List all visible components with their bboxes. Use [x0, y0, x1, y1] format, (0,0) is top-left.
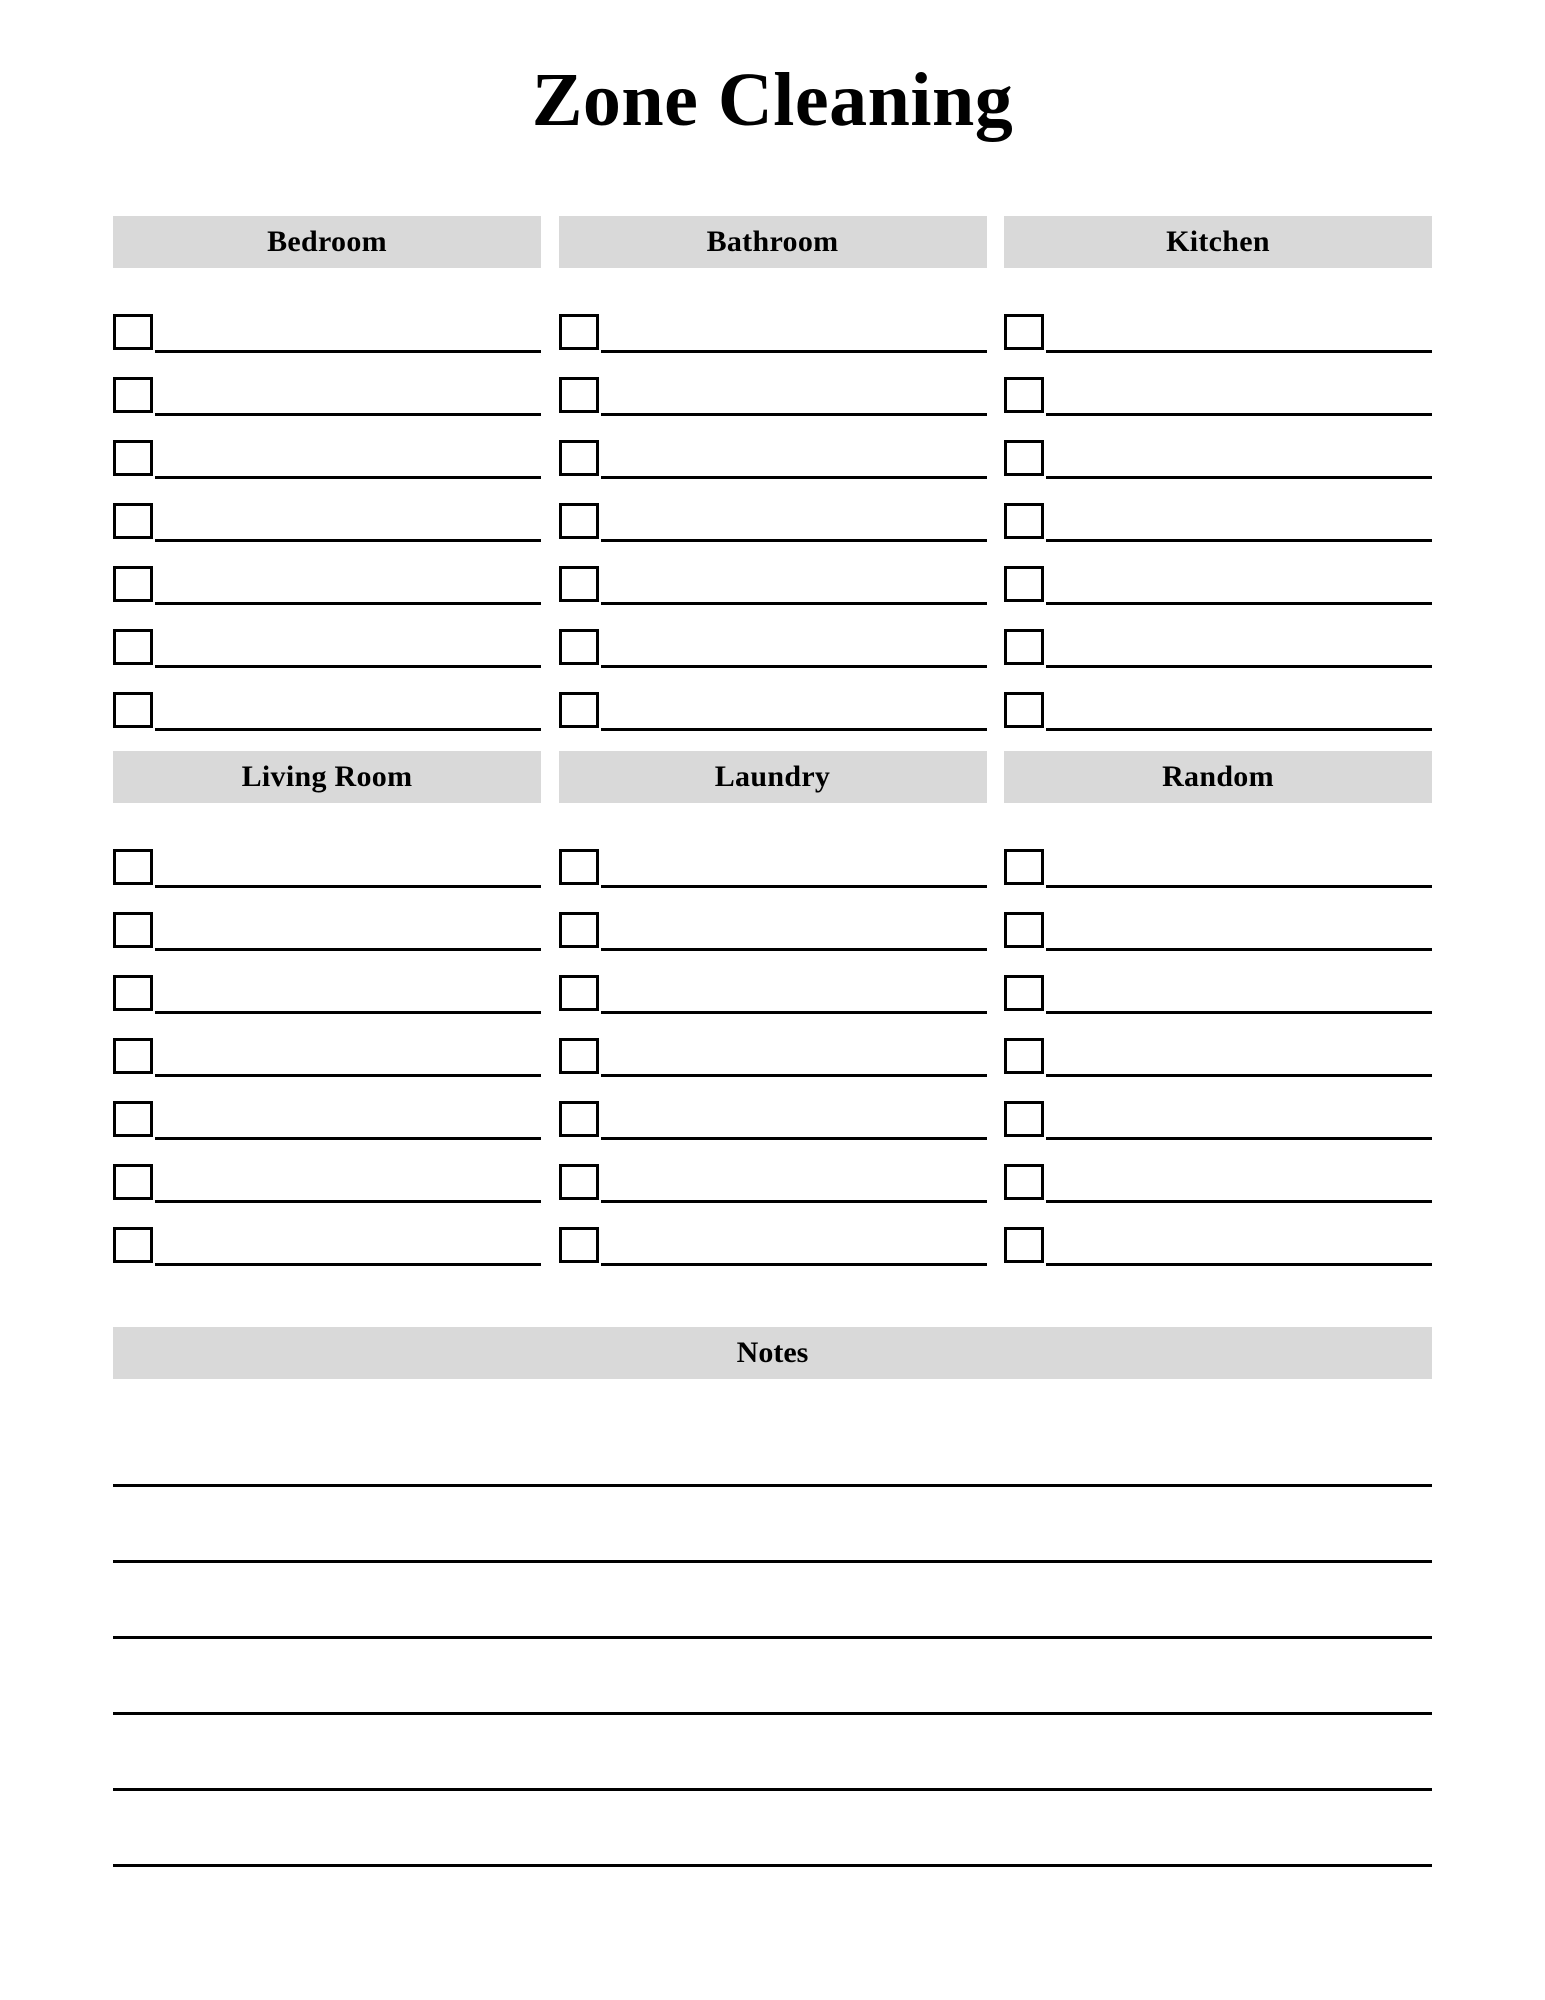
task-checkbox[interactable]: [1004, 849, 1044, 885]
zone-task-row[interactable]: [1004, 1077, 1432, 1140]
task-checkbox[interactable]: [113, 314, 153, 350]
zone-task-row[interactable]: [559, 1014, 987, 1077]
task-write-line[interactable]: [601, 948, 987, 951]
task-checkbox[interactable]: [559, 629, 599, 665]
zone-task-row[interactable]: [113, 290, 541, 353]
task-write-line[interactable]: [601, 1074, 987, 1077]
task-write-line[interactable]: [1046, 476, 1432, 479]
task-checkbox[interactable]: [559, 566, 599, 602]
task-write-line[interactable]: [601, 1137, 987, 1140]
zone-task-row[interactable]: [113, 888, 541, 951]
task-write-line[interactable]: [155, 602, 541, 605]
zone-task-list-bedroom: [113, 290, 541, 731]
task-write-line[interactable]: [155, 1200, 541, 1203]
zone-task-list-random: [1004, 825, 1432, 1266]
task-checkbox[interactable]: [559, 1038, 599, 1074]
notes-section: [113, 1327, 1432, 1867]
task-checkbox[interactable]: [1004, 692, 1044, 728]
page-title: Zone Cleaning: [531, 58, 1014, 142]
task-checkbox[interactable]: [113, 1227, 153, 1263]
task-write-line[interactable]: [601, 1011, 987, 1014]
zone-column-living-room: [113, 751, 541, 1266]
zone-task-row[interactable]: [113, 1077, 541, 1140]
zone-task-row[interactable]: [1004, 353, 1432, 416]
task-checkbox[interactable]: [113, 629, 153, 665]
zone-task-row[interactable]: [113, 1014, 541, 1077]
task-checkbox[interactable]: [559, 912, 599, 948]
task-write-line[interactable]: [601, 413, 987, 416]
zone-task-row[interactable]: [559, 353, 987, 416]
zone-task-row[interactable]: [559, 605, 987, 668]
zone-task-row[interactable]: [559, 290, 987, 353]
task-write-line[interactable]: [1046, 350, 1432, 353]
task-checkbox[interactable]: [1004, 566, 1044, 602]
task-checkbox[interactable]: [1004, 629, 1044, 665]
notes-write-line[interactable]: [113, 1791, 1432, 1867]
task-write-line[interactable]: [601, 885, 987, 888]
task-checkbox[interactable]: [559, 849, 599, 885]
zone-task-row[interactable]: [113, 353, 541, 416]
zone-task-row[interactable]: [113, 605, 541, 668]
task-write-line[interactable]: [601, 728, 987, 731]
zone-header-label: Kitchen: [1166, 225, 1270, 258]
zone-column-bathroom: [559, 216, 987, 731]
zone-task-row[interactable]: [559, 542, 987, 605]
zone-task-row[interactable]: [1004, 605, 1432, 668]
zone-header-label: Living Room: [241, 760, 413, 793]
zone-task-row[interactable]: [559, 479, 987, 542]
zone-header-label: Bedroom: [267, 225, 387, 258]
task-checkbox[interactable]: [113, 1101, 153, 1137]
zone-task-row[interactable]: [1004, 951, 1432, 1014]
task-write-line[interactable]: [601, 1263, 987, 1266]
task-checkbox[interactable]: [113, 975, 153, 1011]
zone-column-random: [1004, 751, 1432, 1266]
task-write-line[interactable]: [155, 413, 541, 416]
zone-header-kitchen: [1004, 216, 1432, 268]
task-write-line[interactable]: [155, 539, 541, 542]
zone-task-row[interactable]: [559, 1203, 987, 1266]
zone-header-bathroom: [559, 216, 987, 268]
task-write-line[interactable]: [155, 1263, 541, 1266]
zone-task-row[interactable]: [113, 825, 541, 888]
task-write-line[interactable]: [1046, 1074, 1432, 1077]
task-checkbox[interactable]: [1004, 503, 1044, 539]
task-checkbox[interactable]: [113, 912, 153, 948]
zone-header-bedroom: [113, 216, 541, 268]
zone-task-row[interactable]: [113, 479, 541, 542]
zone-task-row[interactable]: [1004, 888, 1432, 951]
task-write-line[interactable]: [155, 1074, 541, 1077]
zone-task-row[interactable]: [113, 1203, 541, 1266]
notes-header-label: Notes: [736, 1336, 809, 1369]
zone-task-row[interactable]: [1004, 668, 1432, 731]
task-write-line[interactable]: [601, 350, 987, 353]
task-checkbox[interactable]: [559, 1164, 599, 1200]
task-checkbox[interactable]: [1004, 377, 1044, 413]
task-write-line[interactable]: [1046, 602, 1432, 605]
task-checkbox[interactable]: [559, 692, 599, 728]
task-checkbox[interactable]: [559, 975, 599, 1011]
task-write-line[interactable]: [601, 476, 987, 479]
zone-header-label: Laundry: [714, 760, 831, 793]
task-checkbox[interactable]: [1004, 314, 1044, 350]
zone-task-row[interactable]: [1004, 542, 1432, 605]
zone-task-row[interactable]: [1004, 825, 1432, 888]
zone-row-top: [113, 216, 1432, 731]
zone-column-kitchen: [1004, 216, 1432, 731]
zone-task-row[interactable]: [1004, 1140, 1432, 1203]
task-write-line[interactable]: [1046, 413, 1432, 416]
task-checkbox[interactable]: [559, 1101, 599, 1137]
zone-task-row[interactable]: [559, 825, 987, 888]
zone-row-bottom: [113, 751, 1432, 1266]
task-write-line[interactable]: [155, 665, 541, 668]
notes-write-line[interactable]: [113, 1563, 1432, 1639]
zone-column-laundry: [559, 751, 987, 1266]
notes-write-line[interactable]: [113, 1639, 1432, 1715]
task-write-line[interactable]: [1046, 539, 1432, 542]
task-write-line[interactable]: [601, 1200, 987, 1203]
task-checkbox[interactable]: [559, 314, 599, 350]
zone-task-row[interactable]: [113, 1140, 541, 1203]
task-write-line[interactable]: [1046, 885, 1432, 888]
zone-task-row[interactable]: [113, 416, 541, 479]
task-write-line[interactable]: [155, 948, 541, 951]
task-checkbox[interactable]: [1004, 1164, 1044, 1200]
task-write-line[interactable]: [155, 350, 541, 353]
task-write-line[interactable]: [1046, 728, 1432, 731]
task-checkbox[interactable]: [113, 503, 153, 539]
task-write-line[interactable]: [1046, 1137, 1432, 1140]
task-write-line[interactable]: [601, 602, 987, 605]
task-write-line[interactable]: [155, 476, 541, 479]
task-write-line[interactable]: [601, 665, 987, 668]
zone-task-list-living-room: [113, 825, 541, 1266]
task-checkbox[interactable]: [559, 503, 599, 539]
task-checkbox[interactable]: [113, 440, 153, 476]
task-write-line[interactable]: [1046, 1200, 1432, 1203]
notes-write-line[interactable]: [113, 1407, 1432, 1487]
task-checkbox[interactable]: [1004, 1038, 1044, 1074]
notes-lines: [113, 1407, 1432, 1867]
zone-task-row[interactable]: [559, 1140, 987, 1203]
notes-write-line[interactable]: [113, 1487, 1432, 1563]
task-checkbox[interactable]: [113, 849, 153, 885]
zone-task-row[interactable]: [1004, 1203, 1432, 1266]
zone-task-row[interactable]: [1004, 479, 1432, 542]
task-write-line[interactable]: [155, 1137, 541, 1140]
zone-task-row[interactable]: [559, 668, 987, 731]
zone-header-label: Bathroom: [706, 225, 839, 258]
task-write-line[interactable]: [601, 539, 987, 542]
task-checkbox[interactable]: [559, 440, 599, 476]
zone-task-list-bathroom: [559, 290, 987, 731]
task-checkbox[interactable]: [1004, 440, 1044, 476]
task-checkbox[interactable]: [1004, 912, 1044, 948]
task-write-line[interactable]: [1046, 1011, 1432, 1014]
zone-task-list-kitchen: [1004, 290, 1432, 731]
zone-task-list-laundry: [559, 825, 987, 1266]
task-checkbox[interactable]: [113, 377, 153, 413]
zone-header-laundry: [559, 751, 987, 803]
task-checkbox[interactable]: [1004, 1227, 1044, 1263]
task-checkbox[interactable]: [1004, 975, 1044, 1011]
task-checkbox[interactable]: [113, 1038, 153, 1074]
zone-task-row[interactable]: [113, 951, 541, 1014]
task-write-line[interactable]: [1046, 1263, 1432, 1266]
zone-task-row[interactable]: [113, 542, 541, 605]
zone-header-random: [1004, 751, 1432, 803]
task-checkbox[interactable]: [1004, 1101, 1044, 1137]
task-checkbox[interactable]: [113, 566, 153, 602]
task-checkbox[interactable]: [113, 1164, 153, 1200]
zone-task-row[interactable]: [1004, 290, 1432, 353]
zone-task-row[interactable]: [559, 1077, 987, 1140]
zone-task-row[interactable]: [1004, 416, 1432, 479]
zone-task-row[interactable]: [113, 668, 541, 731]
task-write-line[interactable]: [1046, 948, 1432, 951]
zone-task-row[interactable]: [559, 416, 987, 479]
zone-task-row[interactable]: [559, 951, 987, 1014]
notes-write-line[interactable]: [113, 1715, 1432, 1791]
zone-column-bedroom: [113, 216, 541, 731]
task-checkbox[interactable]: [559, 1227, 599, 1263]
task-write-line[interactable]: [1046, 665, 1432, 668]
task-write-line[interactable]: [155, 885, 541, 888]
task-write-line[interactable]: [155, 728, 541, 731]
task-checkbox[interactable]: [113, 692, 153, 728]
task-write-line[interactable]: [155, 1011, 541, 1014]
notes-header: [113, 1327, 1432, 1379]
task-checkbox[interactable]: [559, 377, 599, 413]
zone-header-living-room: [113, 751, 541, 803]
zone-header-label: Random: [1162, 760, 1274, 793]
zone-task-row[interactable]: [1004, 1014, 1432, 1077]
zone-task-row[interactable]: [559, 888, 987, 951]
